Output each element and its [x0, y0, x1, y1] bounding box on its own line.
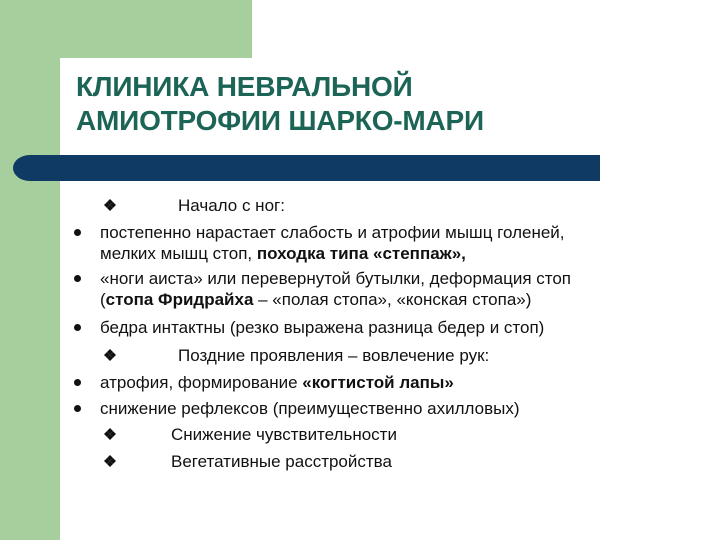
green-left-band — [0, 0, 60, 540]
list-item-text: Поздние проявления – вовлечение рук: — [178, 346, 490, 365]
divider-bar-cap — [13, 155, 47, 181]
quad-diamond-icon — [104, 455, 116, 467]
text-line: бедра интактны (резко выражена разница бедер и стоп) — [100, 318, 545, 337]
bullet-icon — [74, 379, 81, 386]
text-run: – «полая стопа», «конская стопа») — [253, 290, 532, 309]
quad-diamond-icon — [104, 428, 116, 440]
text-emphasis: «когтистой лапы» — [302, 373, 454, 392]
text-line: снижение рефлексов (преимущественно ахилловых) — [100, 399, 520, 418]
quad-diamond-icon — [104, 199, 116, 211]
quad-diamond-icon — [104, 349, 116, 361]
bullet-icon — [74, 229, 81, 236]
list-item-text — [100, 317, 680, 338]
text-emphasis: стопа Фридрайха — [105, 290, 254, 309]
text-run: мелких мышц стоп, — [100, 244, 257, 263]
title-divider-bar — [30, 155, 600, 181]
list-item-text: Начало с ног: — [178, 196, 285, 215]
list-item-text: Вегетативные расстройства — [171, 452, 392, 471]
list-item-text — [100, 222, 680, 264]
title-line-2: АМИОТРОФИИ ШАРКО-МАРИ — [76, 105, 484, 136]
bullet-icon — [74, 324, 81, 331]
list-item-text — [100, 398, 680, 419]
text-run: ( — [100, 290, 106, 309]
bullet-icon — [74, 405, 81, 412]
bullet-icon — [74, 275, 81, 282]
list-item-text: Снижение чувствительности — [171, 425, 397, 444]
title-line-1: КЛИНИКА НЕВРАЛЬНОЙ — [76, 71, 413, 102]
list-item-text — [100, 268, 680, 310]
list-item-text — [100, 372, 680, 393]
text-line — [100, 243, 680, 264]
slide-title — [76, 70, 484, 138]
text-line: «ноги аиста» или перевернутой бутылки, деформация стоп — [100, 269, 572, 288]
text-line: постепенно нарастает слабость и атрофии мышц голеней, — [100, 223, 565, 242]
text-line — [100, 289, 680, 310]
text-emphasis: походка типа «степпаж», — [256, 244, 466, 263]
text-run: атрофия, формирование — [100, 373, 303, 392]
text-line — [100, 372, 680, 393]
